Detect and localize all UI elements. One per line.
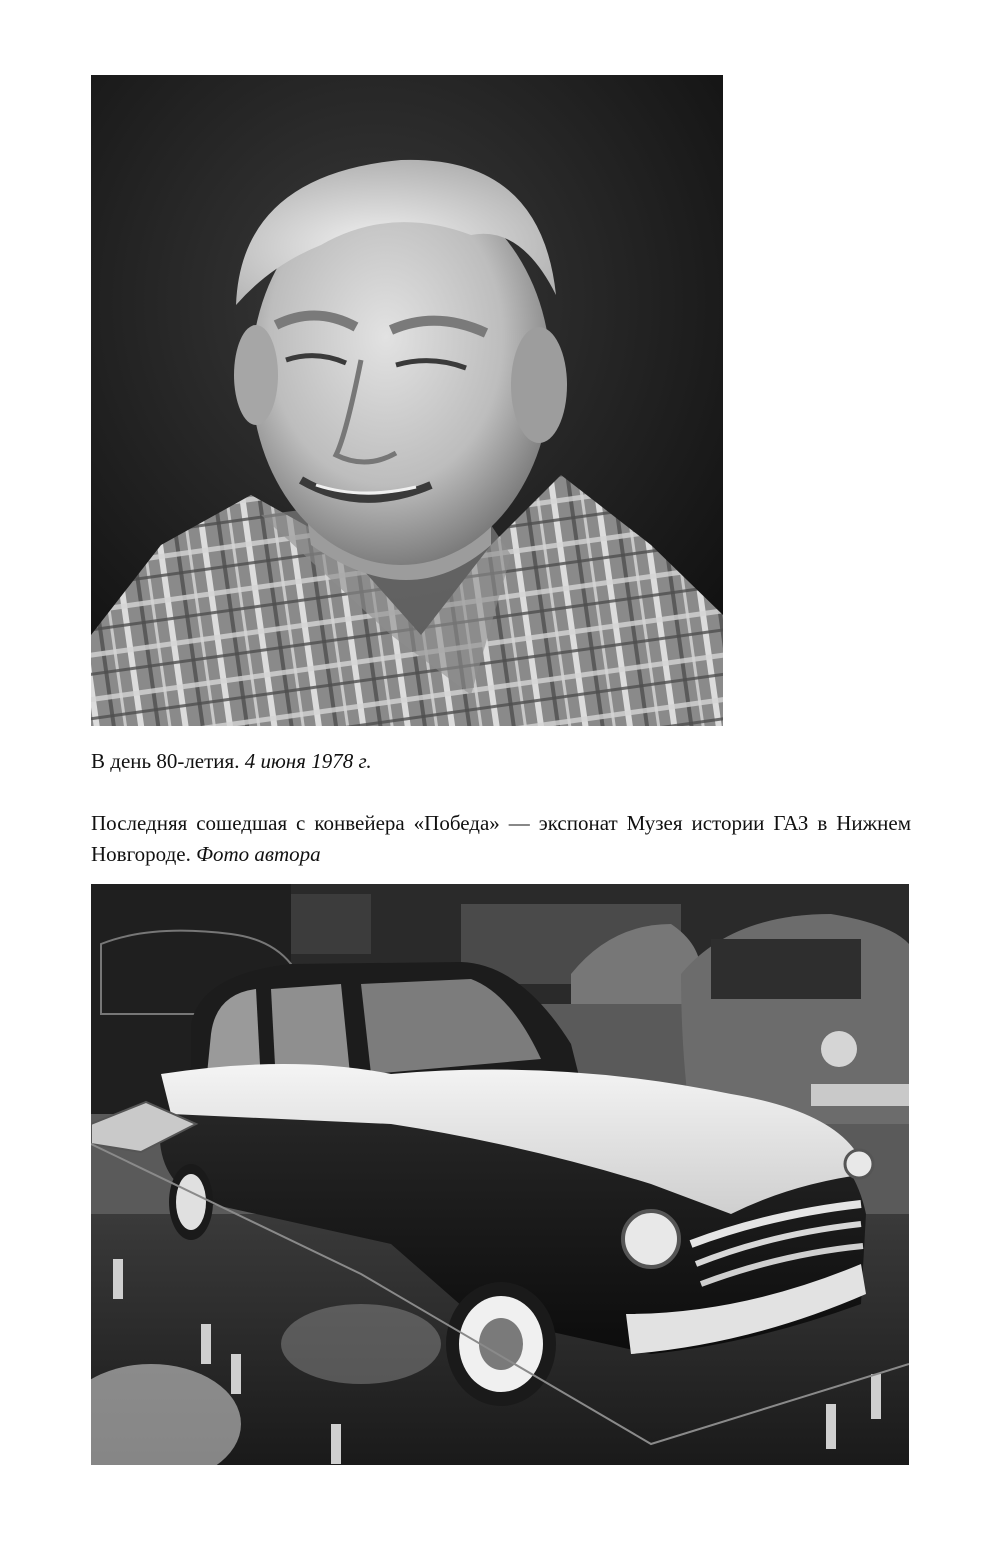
portrait-caption <box>91 746 731 777</box>
portrait-photo <box>91 75 723 726</box>
car-museum-photo <box>91 884 909 1465</box>
portrait-caption-date: 4 июня 1978 г. <box>244 749 372 773</box>
car-caption <box>91 808 911 870</box>
car-caption-text: Последняя сошедшая с конвейера «Победа» — экспонат Музея истории ГАЗ в Нижнем Новгороде. <box>91 811 911 866</box>
portrait-caption-text: В день 80-летия. <box>91 749 240 773</box>
car-caption-credit: Фото автора <box>196 842 321 866</box>
